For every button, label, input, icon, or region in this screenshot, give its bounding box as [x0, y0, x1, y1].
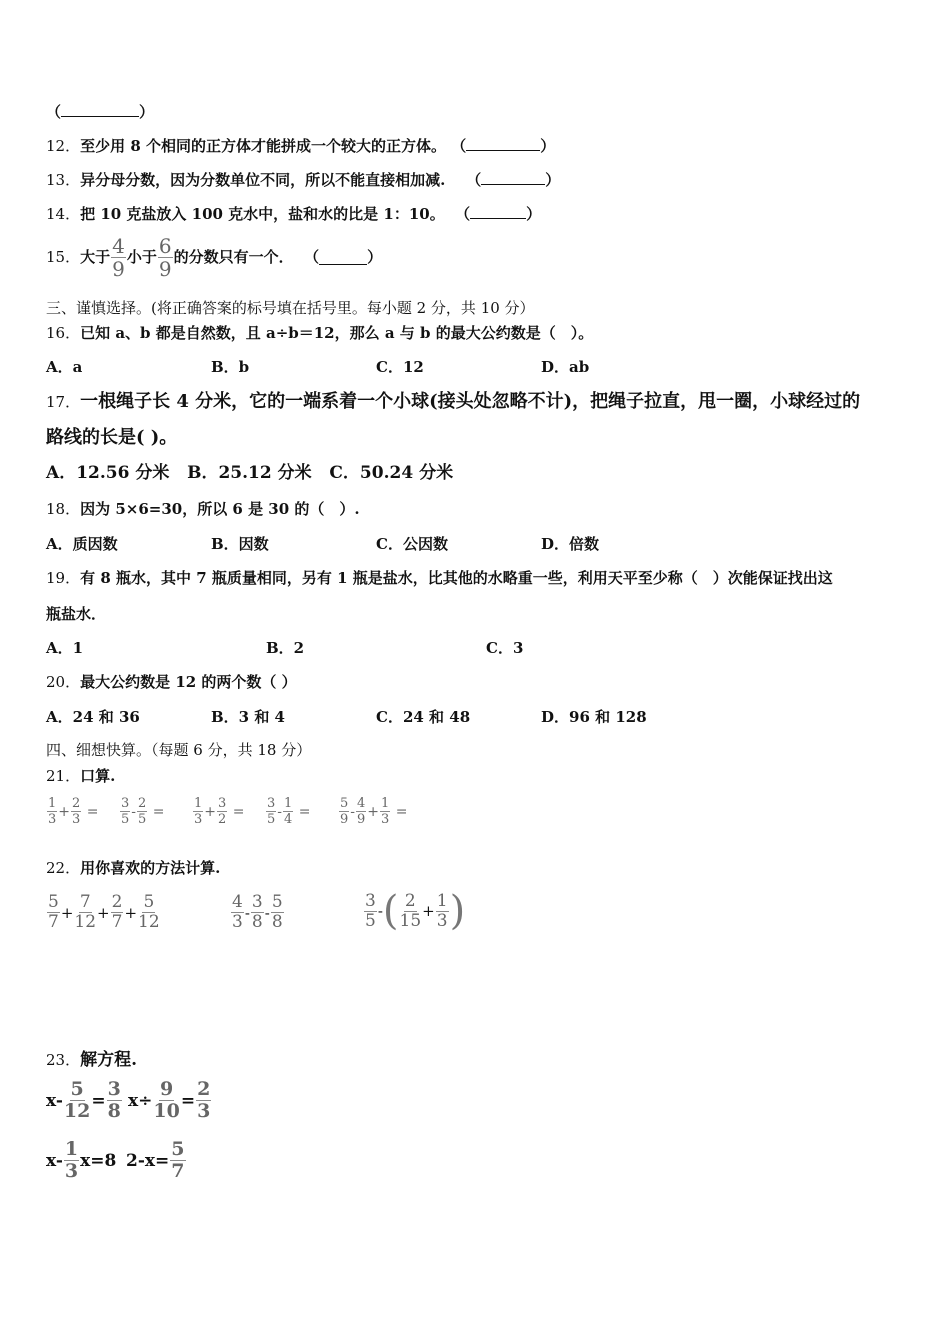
question-16: 16．已知 a、b 都是自然数，且 a÷b＝12，那么 a 与 b 的最大公约数是（ ）。	[46, 324, 594, 342]
section-3-heading: 三、谨慎选择。(将正确答案的标号填在括号里。每小题 2 分，共 10 分）	[46, 299, 535, 317]
question-20: 20．最大公约数是 12 的两个数（ ）	[46, 673, 297, 691]
equation-4: 2-x= $\frac{5}{7}$	[126, 1138, 185, 1182]
question-17-line2: 路线的长是( )。	[46, 427, 178, 448]
option-a[interactable]: A．质因数	[46, 535, 118, 553]
equation-1: x- $\frac{5}{12}$ = $\frac{3}{8}$	[46, 1078, 121, 1122]
question-21: 21．口算.	[46, 767, 116, 785]
option-a[interactable]: A．1	[46, 639, 84, 657]
section-4-heading: 四、细想快算。（每题 6 分，共 18 分）	[46, 741, 312, 759]
mental-math-expr-5: $\frac{5}{9}$ - $\frac{4}{9}$ + $\frac{1}{3}$ =	[340, 796, 408, 827]
left-paren-icon: (	[382, 888, 399, 934]
question-17-line1: 17．一根绳子长 4 分米，它的一端系着一个小球(接头处忽略不计)，把绳子拉直，甩一圈，小球经过的	[46, 391, 861, 412]
mental-math-expr-1: $\frac{1}{3}$ + $\frac{2}{3}$ =	[48, 796, 99, 827]
mental-math-expr-3: $\frac{1}{3}$ + $\frac{3}{2}$ =	[194, 796, 245, 827]
option-c[interactable]: C．公因数	[376, 535, 448, 553]
option-b[interactable]: B．因数	[211, 535, 269, 553]
mental-math-expr-2: $\frac{3}{5}$ - $\frac{2}{5}$ =	[121, 796, 165, 827]
question-22: 22．用你喜欢的方法计算.	[46, 859, 221, 877]
calc-expr-3: $\frac{3}{5}$ - ( $\frac{2}{15}$ + $\frac{1}{3}$ )	[365, 888, 466, 934]
option-b[interactable]: B．3 和 4	[211, 708, 285, 726]
right-paren-icon: )	[449, 888, 466, 934]
q11-answer-blank: （ ）	[46, 103, 155, 121]
answer-blank[interactable]	[466, 138, 540, 151]
option-c[interactable]: C．50.24 分米	[329, 463, 454, 483]
option-c[interactable]: C．24 和 48	[376, 708, 471, 726]
question-23: 23．解方程.	[46, 1050, 138, 1070]
q17-options	[46, 463, 453, 483]
equation-2: x÷ $\frac{9}{10}$ = $\frac{2}{3}$	[128, 1078, 211, 1122]
question-13: 13．异分母分数，因为分数单位不同，所以不能直接相加减. （ ）	[46, 171, 561, 189]
answer-blank[interactable]	[470, 206, 526, 219]
answer-blank[interactable]	[61, 104, 139, 117]
option-b[interactable]: B．25.12 分米	[187, 463, 312, 483]
question-15: 15． 大于 $\frac{4}{9}$ 小于 $\frac{6}{9}$ 的分数只有一个． （ ）	[46, 234, 383, 281]
calc-expr-1: $\frac{5}{7}$ + $\frac{7}{12}$ + $\frac{2}{7}$ + $\frac{5}{12}$	[48, 892, 160, 932]
option-d[interactable]: D．ab	[541, 358, 590, 376]
answer-blank[interactable]	[481, 172, 545, 185]
option-b[interactable]: B．b	[211, 358, 250, 376]
option-c[interactable]: C．3	[486, 639, 524, 657]
option-a[interactable]: A．24 和 36	[46, 708, 140, 726]
option-c[interactable]: C．12	[376, 358, 424, 376]
fraction: $\frac{4}{9}$	[112, 234, 125, 281]
option-a[interactable]: A．a	[46, 358, 83, 376]
option-d[interactable]: D．倍数	[541, 535, 600, 553]
answer-blank[interactable]	[319, 251, 367, 265]
calc-expr-2: $\frac{4}{3}$ - $\frac{3}{8}$ - $\frac{5}{8}$	[232, 892, 283, 932]
question-12: 12．至少用 8 个相同的正方体才能拼成一个较大的正方体。 （ ）	[46, 137, 556, 155]
option-d[interactable]: D．96 和 128	[541, 708, 647, 726]
option-b[interactable]: B．2	[266, 639, 305, 657]
fraction: $\frac{6}{9}$	[158, 234, 172, 281]
option-a[interactable]: A．12.56 分米	[46, 463, 170, 483]
mental-math-expr-4: $\frac{3}{5}$ - $\frac{1}{4}$ =	[267, 796, 311, 827]
question-14: 14．把 10 克盐放入 100 克水中，盐和水的比是 1：10。 （ ）	[46, 205, 542, 223]
question-18: 18．因为 5×6=30，所以 6 是 30 的（ ）.	[46, 500, 360, 518]
equation-3: x- $\frac{1}{3}$ x=8	[46, 1138, 117, 1182]
question-19-line1: 19．有 8 瓶水，其中 7 瓶质量相同，另有 1 瓶是盐水，比其他的水略重一些，利用天平至少称（ ）次能保证找出这	[46, 569, 833, 587]
question-19-line2: 瓶盐水．	[46, 605, 107, 623]
